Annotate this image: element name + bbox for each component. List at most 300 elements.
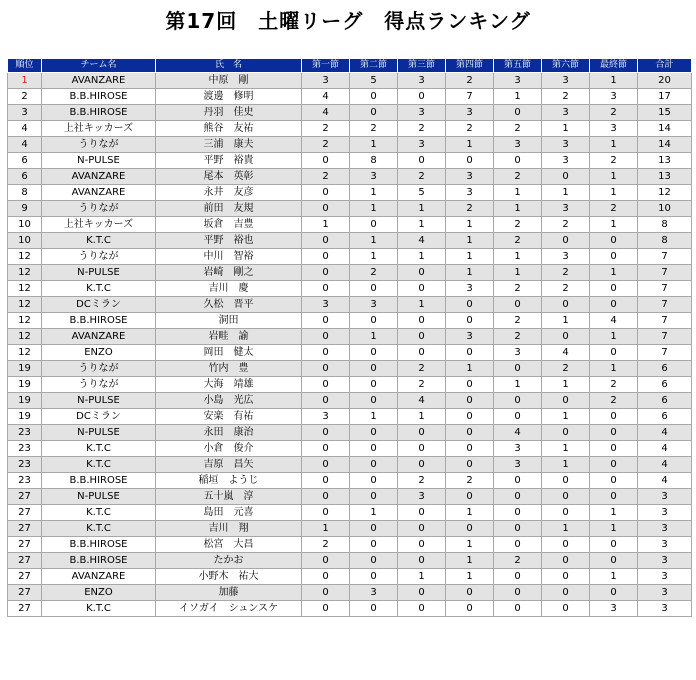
total-cell: 6 — [638, 377, 692, 393]
round-3-cell: 3 — [398, 105, 446, 121]
team-cell: B.B.HIROSE — [42, 537, 156, 553]
table-row — [8, 249, 692, 265]
round-2-cell: 1 — [350, 249, 398, 265]
round-6-cell: 0 — [542, 473, 590, 489]
round-6-cell: 2 — [542, 361, 590, 377]
table-row — [8, 297, 692, 313]
table-row — [8, 425, 692, 441]
final-round-cell: 0 — [590, 409, 638, 425]
team-cell: うりなが — [42, 377, 156, 393]
round-2-cell: 0 — [350, 345, 398, 361]
rank-cell: 23 — [8, 425, 42, 441]
round-6-cell: 2 — [542, 281, 590, 297]
team-cell: N-PULSE — [42, 265, 156, 281]
rank-cell: 12 — [8, 329, 42, 345]
player-name-cell: 吉川 翔 — [156, 521, 302, 537]
round-4-cell: 3 — [446, 105, 494, 121]
round-6-cell: 2 — [542, 217, 590, 233]
rank-cell: 6 — [8, 169, 42, 185]
player-name-cell: 安楽 有祐 — [156, 409, 302, 425]
final-round-cell: 2 — [590, 393, 638, 409]
player-name-cell: 松宮 大昌 — [156, 537, 302, 553]
round-3-cell: 1 — [398, 217, 446, 233]
table-row — [8, 329, 692, 345]
total-cell: 15 — [638, 105, 692, 121]
round-3-cell: 1 — [398, 249, 446, 265]
round-5-cell: 1 — [494, 89, 542, 105]
rank-cell: 27 — [8, 553, 42, 569]
round-5-cell: 2 — [494, 553, 542, 569]
total-cell: 3 — [638, 585, 692, 601]
round-3-cell: 2 — [398, 361, 446, 377]
rank-cell: 23 — [8, 457, 42, 473]
total-cell: 6 — [638, 393, 692, 409]
round-1-cell: 0 — [302, 585, 350, 601]
final-round-cell: 0 — [590, 345, 638, 361]
player-name-cell: 熊谷 友祐 — [156, 121, 302, 137]
rank-cell: 27 — [8, 537, 42, 553]
rank-cell: 6 — [8, 153, 42, 169]
final-round-cell: 0 — [590, 233, 638, 249]
player-name-cell: 五十嵐 淳 — [156, 489, 302, 505]
round-3-cell: 4 — [398, 393, 446, 409]
total-cell: 7 — [638, 329, 692, 345]
round-1-cell: 1 — [302, 521, 350, 537]
round-3-cell: 3 — [398, 73, 446, 89]
header-round-2: 第二節 — [350, 59, 398, 73]
round-4-cell: 0 — [446, 521, 494, 537]
round-3-cell: 2 — [398, 169, 446, 185]
player-name-cell: 尾本 英彰 — [156, 169, 302, 185]
final-round-cell: 2 — [590, 377, 638, 393]
rank-cell: 27 — [8, 601, 42, 617]
round-2-cell: 0 — [350, 217, 398, 233]
round-1-cell: 2 — [302, 537, 350, 553]
round-2-cell: 8 — [350, 153, 398, 169]
round-4-cell: 1 — [446, 265, 494, 281]
team-cell: B.B.HIROSE — [42, 313, 156, 329]
final-round-cell: 0 — [590, 425, 638, 441]
team-cell: N-PULSE — [42, 489, 156, 505]
total-cell: 3 — [638, 553, 692, 569]
team-cell: 上社キッカーズ — [42, 217, 156, 233]
round-3-cell: 2 — [398, 473, 446, 489]
round-1-cell: 0 — [302, 425, 350, 441]
team-cell: DCミラン — [42, 297, 156, 313]
round-2-cell: 0 — [350, 489, 398, 505]
team-cell: うりなが — [42, 201, 156, 217]
team-cell: K.T.C — [42, 281, 156, 297]
player-name-cell: 平野 裕也 — [156, 233, 302, 249]
round-2-cell: 1 — [350, 409, 398, 425]
round-2-cell: 1 — [350, 505, 398, 521]
team-cell: AVANZARE — [42, 185, 156, 201]
rank-cell: 12 — [8, 313, 42, 329]
round-6-cell: 0 — [542, 393, 590, 409]
final-round-cell: 4 — [590, 313, 638, 329]
round-1-cell: 3 — [302, 297, 350, 313]
round-2-cell: 0 — [350, 377, 398, 393]
round-3-cell: 0 — [398, 425, 446, 441]
round-5-cell: 2 — [494, 329, 542, 345]
total-cell: 8 — [638, 233, 692, 249]
round-3-cell: 0 — [398, 457, 446, 473]
final-round-cell: 0 — [590, 441, 638, 457]
round-5-cell: 1 — [494, 265, 542, 281]
table-row — [8, 185, 692, 201]
round-2-cell: 0 — [350, 105, 398, 121]
total-cell: 10 — [638, 201, 692, 217]
total-cell: 3 — [638, 489, 692, 505]
round-4-cell: 3 — [446, 169, 494, 185]
round-4-cell: 1 — [446, 553, 494, 569]
round-3-cell: 0 — [398, 441, 446, 457]
table-row — [8, 569, 692, 585]
team-cell: AVANZARE — [42, 169, 156, 185]
round-6-cell: 3 — [542, 105, 590, 121]
final-round-cell: 1 — [590, 361, 638, 377]
total-cell: 12 — [638, 185, 692, 201]
total-cell: 3 — [638, 521, 692, 537]
round-1-cell: 0 — [302, 393, 350, 409]
round-2-cell: 0 — [350, 553, 398, 569]
table-row — [8, 537, 692, 553]
round-4-cell: 2 — [446, 73, 494, 89]
round-4-cell: 3 — [446, 329, 494, 345]
round-6-cell: 1 — [542, 409, 590, 425]
round-6-cell: 3 — [542, 137, 590, 153]
table-row — [8, 217, 692, 233]
round-1-cell: 2 — [302, 121, 350, 137]
table-row — [8, 393, 692, 409]
round-3-cell: 0 — [398, 521, 446, 537]
table-row — [8, 169, 692, 185]
player-name-cell: 岡田 健太 — [156, 345, 302, 361]
total-cell: 17 — [638, 89, 692, 105]
round-2-cell: 0 — [350, 537, 398, 553]
final-round-cell: 3 — [590, 121, 638, 137]
table-row — [8, 121, 692, 137]
round-5-cell: 3 — [494, 457, 542, 473]
round-2-cell: 3 — [350, 585, 398, 601]
player-name-cell: 岩畦 諭 — [156, 329, 302, 345]
table-row — [8, 505, 692, 521]
round-2-cell: 0 — [350, 281, 398, 297]
final-round-cell: 0 — [590, 473, 638, 489]
player-name-cell: 洞田 — [156, 313, 302, 329]
round-6-cell: 0 — [542, 233, 590, 249]
table-body — [8, 73, 692, 617]
round-4-cell: 0 — [446, 377, 494, 393]
round-5-cell: 0 — [494, 153, 542, 169]
round-1-cell: 0 — [302, 201, 350, 217]
player-name-cell: 吉川 慶 — [156, 281, 302, 297]
round-5-cell: 0 — [494, 473, 542, 489]
round-2-cell: 0 — [350, 393, 398, 409]
round-4-cell: 1 — [446, 249, 494, 265]
round-5-cell: 0 — [494, 409, 542, 425]
round-2-cell: 3 — [350, 297, 398, 313]
round-3-cell: 0 — [398, 585, 446, 601]
total-cell: 3 — [638, 569, 692, 585]
round-1-cell: 1 — [302, 217, 350, 233]
round-3-cell: 0 — [398, 601, 446, 617]
round-2-cell: 1 — [350, 233, 398, 249]
round-2-cell: 0 — [350, 313, 398, 329]
rank-cell: 27 — [8, 489, 42, 505]
final-round-cell: 0 — [590, 537, 638, 553]
team-cell: B.B.HIROSE — [42, 473, 156, 489]
round-3-cell: 0 — [398, 89, 446, 105]
header-round-3: 第三節 — [398, 59, 446, 73]
total-cell: 6 — [638, 409, 692, 425]
round-1-cell: 0 — [302, 329, 350, 345]
final-round-cell: 1 — [590, 137, 638, 153]
round-2-cell: 0 — [350, 473, 398, 489]
table-row — [8, 601, 692, 617]
final-round-cell: 0 — [590, 297, 638, 313]
round-5-cell: 0 — [494, 585, 542, 601]
final-round-cell: 0 — [590, 281, 638, 297]
round-1-cell: 0 — [302, 345, 350, 361]
round-4-cell: 1 — [446, 233, 494, 249]
header-name: 氏 名 — [156, 59, 302, 73]
round-1-cell: 2 — [302, 137, 350, 153]
total-cell: 7 — [638, 297, 692, 313]
total-cell: 7 — [638, 313, 692, 329]
table-row — [8, 265, 692, 281]
header-row — [8, 59, 692, 73]
team-cell: うりなが — [42, 361, 156, 377]
player-name-cell: 永井 友彦 — [156, 185, 302, 201]
round-4-cell: 1 — [446, 505, 494, 521]
rank-cell: 10 — [8, 233, 42, 249]
table-row — [8, 361, 692, 377]
round-5-cell: 2 — [494, 233, 542, 249]
round-2-cell: 1 — [350, 185, 398, 201]
round-3-cell: 0 — [398, 537, 446, 553]
final-round-cell: 0 — [590, 457, 638, 473]
round-1-cell: 3 — [302, 409, 350, 425]
round-5-cell: 0 — [494, 297, 542, 313]
round-3-cell: 0 — [398, 553, 446, 569]
round-4-cell: 1 — [446, 361, 494, 377]
rank-cell: 12 — [8, 297, 42, 313]
round-2-cell: 0 — [350, 601, 398, 617]
round-4-cell: 1 — [446, 137, 494, 153]
team-cell: うりなが — [42, 137, 156, 153]
final-round-cell: 1 — [590, 73, 638, 89]
round-2-cell: 0 — [350, 457, 398, 473]
total-cell: 7 — [638, 281, 692, 297]
round-5-cell: 0 — [494, 393, 542, 409]
round-1-cell: 3 — [302, 73, 350, 89]
final-round-cell: 0 — [590, 585, 638, 601]
round-3-cell: 0 — [398, 345, 446, 361]
team-cell: N-PULSE — [42, 425, 156, 441]
table-row — [8, 313, 692, 329]
player-name-cell: イソガイ シュンスケ — [156, 601, 302, 617]
player-name-cell: 永田 康治 — [156, 425, 302, 441]
player-name-cell: 中川 智裕 — [156, 249, 302, 265]
rank-cell: 27 — [8, 521, 42, 537]
round-6-cell: 1 — [542, 377, 590, 393]
rank-cell: 4 — [8, 121, 42, 137]
round-4-cell: 1 — [446, 537, 494, 553]
player-name-cell: 島田 元喜 — [156, 505, 302, 521]
rank-cell: 27 — [8, 505, 42, 521]
round-4-cell: 0 — [446, 297, 494, 313]
table-row — [8, 233, 692, 249]
round-6-cell: 3 — [542, 153, 590, 169]
team-cell: K.T.C — [42, 233, 156, 249]
table-row — [8, 473, 692, 489]
round-3-cell: 3 — [398, 137, 446, 153]
rank-cell: 12 — [8, 249, 42, 265]
team-cell: K.T.C — [42, 457, 156, 473]
round-4-cell: 2 — [446, 201, 494, 217]
header-rank: 順位 — [8, 59, 42, 73]
round-5-cell: 1 — [494, 377, 542, 393]
round-5-cell: 0 — [494, 361, 542, 377]
round-5-cell: 0 — [494, 521, 542, 537]
player-name-cell: たかお — [156, 553, 302, 569]
rank-cell: 23 — [8, 441, 42, 457]
table-row — [8, 105, 692, 121]
rank-cell: 3 — [8, 105, 42, 121]
rank-cell: 27 — [8, 569, 42, 585]
total-cell: 14 — [638, 137, 692, 153]
round-6-cell: 2 — [542, 89, 590, 105]
final-round-cell: 1 — [590, 169, 638, 185]
rank-cell: 8 — [8, 185, 42, 201]
round-6-cell: 1 — [542, 457, 590, 473]
player-name-cell: 坂倉 吉豊 — [156, 217, 302, 233]
round-6-cell: 0 — [542, 297, 590, 313]
total-cell: 14 — [638, 121, 692, 137]
round-1-cell: 0 — [302, 281, 350, 297]
player-name-cell: 竹内 豊 — [156, 361, 302, 377]
round-1-cell: 4 — [302, 105, 350, 121]
round-5-cell: 0 — [494, 489, 542, 505]
round-5-cell: 2 — [494, 313, 542, 329]
round-5-cell: 0 — [494, 601, 542, 617]
round-4-cell: 0 — [446, 585, 494, 601]
round-3-cell: 3 — [398, 489, 446, 505]
round-5-cell: 2 — [494, 169, 542, 185]
round-3-cell: 1 — [398, 409, 446, 425]
table-row — [8, 153, 692, 169]
total-cell: 3 — [638, 601, 692, 617]
round-4-cell: 1 — [446, 569, 494, 585]
rank-cell: 10 — [8, 217, 42, 233]
round-6-cell: 1 — [542, 121, 590, 137]
round-1-cell: 0 — [302, 505, 350, 521]
rank-cell: 12 — [8, 281, 42, 297]
round-6-cell: 3 — [542, 73, 590, 89]
round-3-cell: 0 — [398, 265, 446, 281]
player-name-cell: 中原 剛 — [156, 73, 302, 89]
round-3-cell: 0 — [398, 313, 446, 329]
table-row — [8, 89, 692, 105]
team-cell: AVANZARE — [42, 329, 156, 345]
player-name-cell: 小野木 祐大 — [156, 569, 302, 585]
table-row — [8, 489, 692, 505]
team-cell: AVANZARE — [42, 73, 156, 89]
team-cell: N-PULSE — [42, 393, 156, 409]
round-4-cell: 0 — [446, 345, 494, 361]
round-3-cell: 4 — [398, 233, 446, 249]
round-2-cell: 0 — [350, 89, 398, 105]
player-name-cell: 前田 友規 — [156, 201, 302, 217]
table-row — [8, 553, 692, 569]
round-4-cell: 0 — [446, 393, 494, 409]
header-round-5: 第五節 — [494, 59, 542, 73]
round-4-cell: 3 — [446, 185, 494, 201]
player-name-cell: 小倉 俊介 — [156, 441, 302, 457]
round-6-cell: 0 — [542, 329, 590, 345]
round-3-cell: 5 — [398, 185, 446, 201]
team-cell: ENZO — [42, 585, 156, 601]
player-name-cell: 岩崎 剛之 — [156, 265, 302, 281]
total-cell: 13 — [638, 169, 692, 185]
round-2-cell: 1 — [350, 137, 398, 153]
round-4-cell: 1 — [446, 217, 494, 233]
team-cell: K.T.C — [42, 505, 156, 521]
final-round-cell: 0 — [590, 553, 638, 569]
final-round-cell: 1 — [590, 521, 638, 537]
ranking-table — [7, 58, 692, 617]
round-5-cell: 0 — [494, 537, 542, 553]
round-4-cell: 0 — [446, 489, 494, 505]
total-cell: 7 — [638, 249, 692, 265]
round-5-cell: 2 — [494, 281, 542, 297]
table-row — [8, 345, 692, 361]
round-3-cell: 1 — [398, 297, 446, 313]
header-final-round: 最終節 — [590, 59, 638, 73]
round-5-cell: 0 — [494, 505, 542, 521]
table-row — [8, 73, 692, 89]
table-row — [8, 521, 692, 537]
table-row — [8, 281, 692, 297]
round-3-cell: 2 — [398, 377, 446, 393]
round-1-cell: 0 — [302, 361, 350, 377]
final-round-cell: 2 — [590, 201, 638, 217]
final-round-cell: 0 — [590, 249, 638, 265]
round-4-cell: 0 — [446, 313, 494, 329]
round-6-cell: 3 — [542, 249, 590, 265]
round-2-cell: 2 — [350, 121, 398, 137]
rank-cell: 19 — [8, 361, 42, 377]
round-6-cell: 0 — [542, 537, 590, 553]
round-2-cell: 0 — [350, 521, 398, 537]
round-2-cell: 5 — [350, 73, 398, 89]
round-6-cell: 1 — [542, 313, 590, 329]
round-6-cell: 1 — [542, 185, 590, 201]
round-6-cell: 4 — [542, 345, 590, 361]
rank-cell: 1 — [8, 73, 42, 89]
team-cell: ENZO — [42, 345, 156, 361]
player-name-cell: 渡邊 修明 — [156, 89, 302, 105]
rank-cell: 27 — [8, 585, 42, 601]
team-cell: 上社キッカーズ — [42, 121, 156, 137]
round-1-cell: 0 — [302, 153, 350, 169]
total-cell: 4 — [638, 473, 692, 489]
round-5-cell: 0 — [494, 569, 542, 585]
round-6-cell: 0 — [542, 489, 590, 505]
round-4-cell: 0 — [446, 601, 494, 617]
round-3-cell: 0 — [398, 153, 446, 169]
